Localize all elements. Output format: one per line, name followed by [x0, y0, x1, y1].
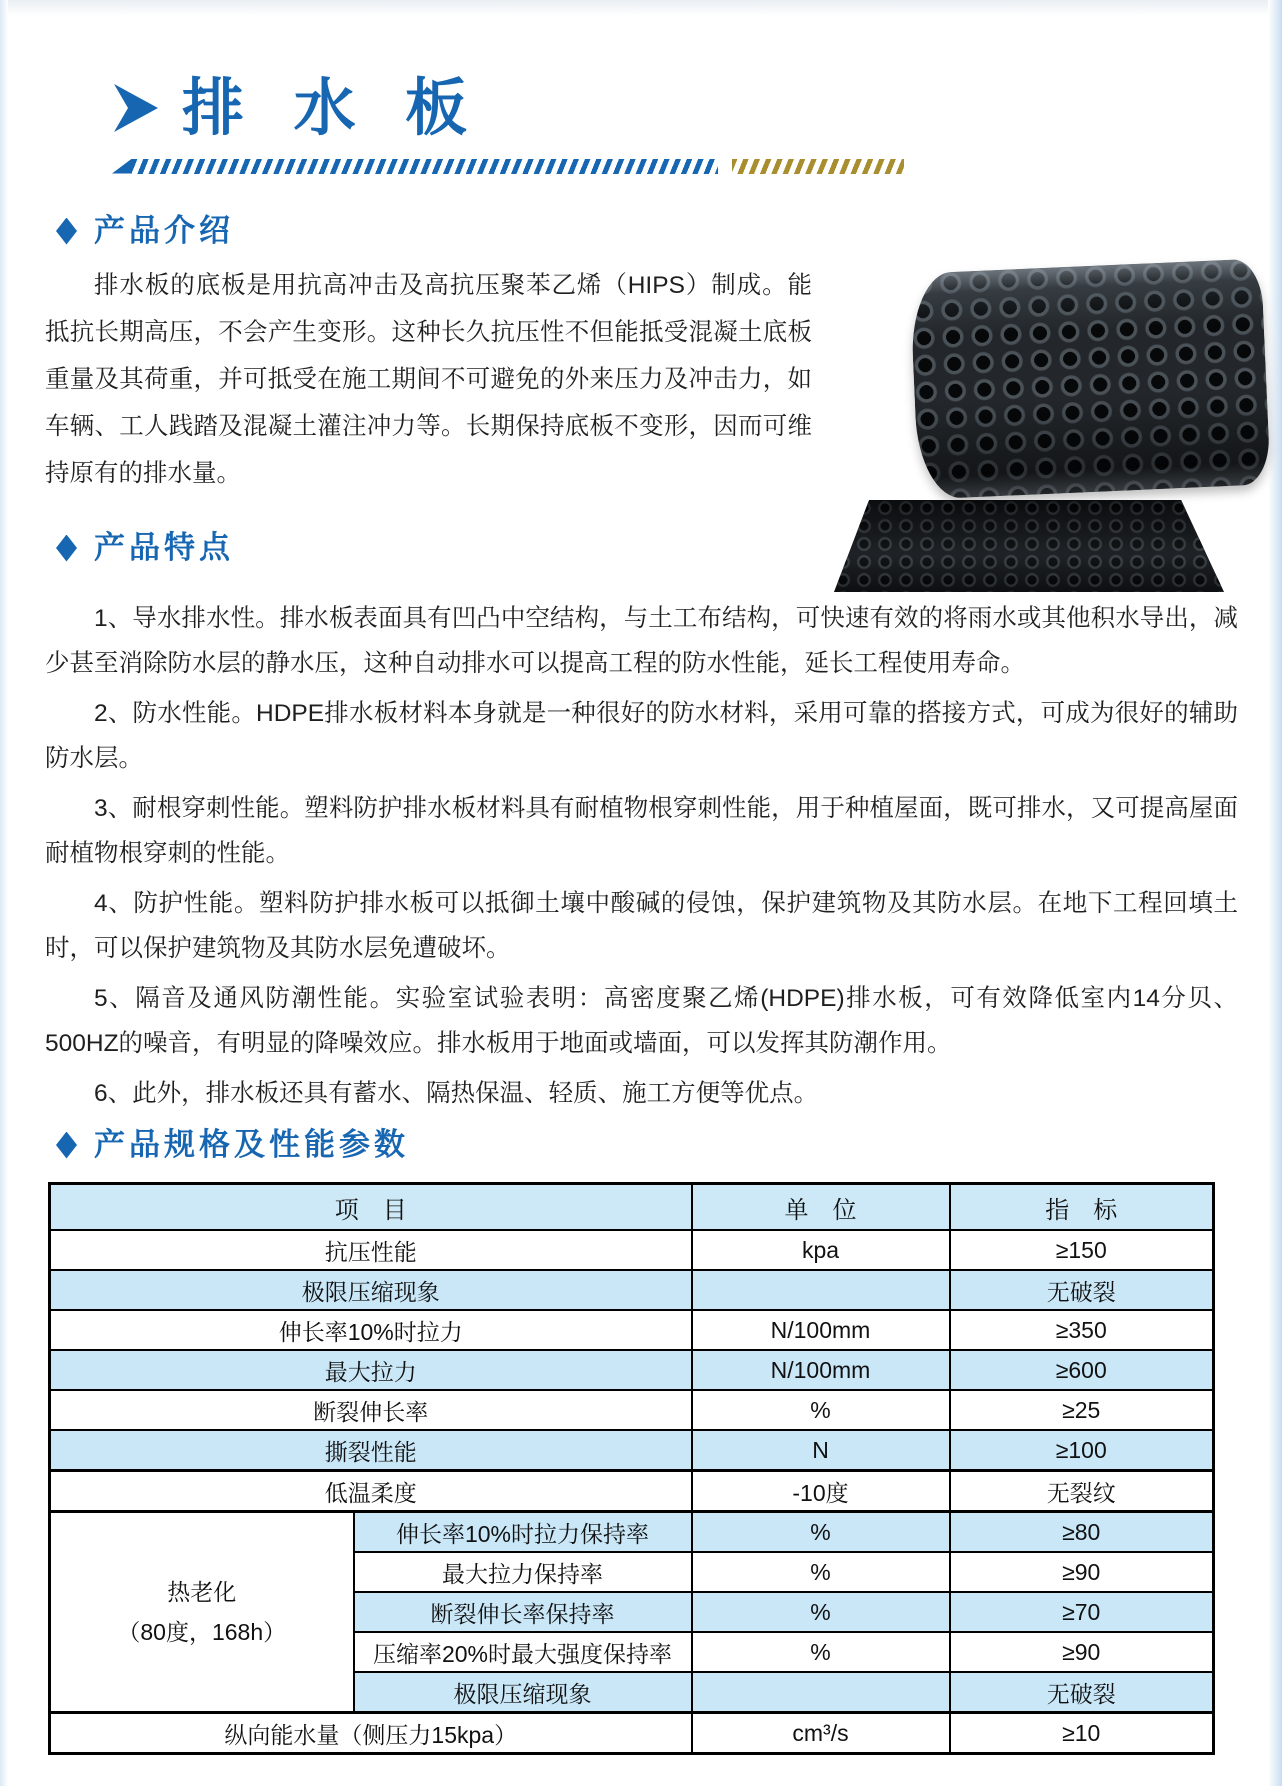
cell-item: 压缩率20%时最大强度保持率	[354, 1632, 692, 1672]
diamond-icon	[56, 1132, 77, 1159]
cell-item: 低温柔度	[50, 1471, 692, 1512]
table-row	[50, 1713, 1214, 1754]
cell-item: 最大拉力	[50, 1350, 692, 1390]
feature-item: 3、耐根穿刺性能。塑料防护排水板材料具有耐植物根穿刺性能，用于种植屋面，既可排水，又可提高屋面耐植物根穿刺的性能。	[45, 795, 1238, 867]
cell-value: 无裂纹	[950, 1471, 1214, 1512]
cell-value: ≥90	[950, 1552, 1214, 1592]
cell-item: 断裂伸长率保持率	[354, 1592, 692, 1632]
header-unit: 单 位	[692, 1184, 950, 1231]
cell-value: 无破裂	[950, 1270, 1214, 1310]
table-row	[50, 1390, 1214, 1430]
cell-value: ≥100	[950, 1430, 1214, 1471]
feature-item: 5、隔音及通风防潮性能。实验室试验表明：高密度聚乙烯(HDPE)排水板，可有效降低室内14分贝、500HZ的噪音，有明显的降噪效应。排水板用于地面或墙面，可以发挥其防潮作用。	[45, 985, 1238, 1057]
stripe-blue-hatch	[132, 159, 718, 174]
table-row	[50, 1270, 1214, 1310]
cell-value: 无破裂	[950, 1672, 1214, 1713]
cell-item: 最大拉力保持率	[354, 1552, 692, 1592]
cell-item: 抗压性能	[50, 1230, 692, 1270]
table-row	[50, 1310, 1214, 1350]
cell-unit: N/100mm	[692, 1350, 950, 1390]
cell-unit	[692, 1672, 950, 1713]
spec-table	[48, 1182, 1215, 1755]
cell-unit: %	[692, 1552, 950, 1592]
diamond-icon	[56, 218, 77, 245]
heat-aging-condition: （80度，168h）	[117, 1619, 287, 1645]
cell-item: 极限压缩现象	[354, 1672, 692, 1713]
cell-item: 伸长率10%时拉力	[50, 1310, 692, 1350]
cell-value: ≥25	[950, 1390, 1214, 1430]
cell-unit: %	[692, 1512, 950, 1553]
decorative-stripe	[112, 158, 1282, 174]
page-edge-top	[0, 0, 1282, 16]
cell-unit	[692, 1270, 950, 1310]
cell-value: ≥150	[950, 1230, 1214, 1270]
cell-item: 伸长率10%时拉力保持率	[354, 1512, 692, 1553]
cell-unit: -10度	[692, 1471, 950, 1512]
feature-item: 2、防水性能。HDPE排水板材料本身就是一种很好的防水材料，采用可靠的搭接方式，可成为很好的辅助防水层。	[45, 700, 1238, 772]
stripe-triangle-icon	[112, 159, 132, 174]
cell-item: 断裂伸长率	[50, 1390, 692, 1430]
section-heading-features	[56, 525, 812, 571]
table-row	[50, 1471, 1214, 1512]
cell-value: ≥90	[950, 1632, 1214, 1672]
header-item: 项 目	[50, 1184, 692, 1231]
cell-unit: %	[692, 1390, 950, 1430]
table-header-row	[50, 1184, 1214, 1231]
stripe-gold-hatch	[732, 159, 904, 174]
product-photo	[812, 262, 1270, 592]
section-heading-intro	[56, 208, 1282, 254]
header-index: 指 标	[950, 1184, 1214, 1231]
cell-unit: cm³/s	[692, 1713, 950, 1754]
cell-item: 极限压缩现象	[50, 1270, 692, 1310]
page-edge-left	[0, 0, 8, 1786]
cell-item: 纵向能水量（侧压力15kpa）	[50, 1713, 692, 1754]
page-edge-right	[1268, 0, 1282, 1786]
features-heading: 产品特点	[94, 530, 234, 565]
title-row	[112, 64, 1282, 152]
feature-item: 6、此外，排水板还具有蓄水、隔热保温、轻质、施工方便等优点。	[94, 1080, 819, 1107]
section-heading-specs	[56, 1122, 1282, 1168]
drainboard-sheet	[834, 500, 1224, 592]
feature-item: 4、防护性能。塑料防护排水板可以抵御土壤中酸碱的侵蚀，保护建筑物及其防水层。在地下工程回填土时，可以保护建筑物及其防水层免遭破坏。	[45, 890, 1238, 962]
intro-paragraph: 排水板的底板是用抗高冲击及高抗压聚苯乙烯（HIPS）制成。能抵抗长期高压，不会产生变形。这种长久抗压性不但能抵受混凝土底板重量及其荷重，并可抵受在施工期间不可避免的外来压力及冲击力，如车辆、工人践踏及混凝土灌注冲力等。长期保持底板不变形，因而可维持原有的排水量。	[45, 272, 812, 487]
heat-aging-label-cell	[50, 1512, 354, 1713]
table-row	[50, 1512, 1214, 1553]
cell-unit: kpa	[692, 1230, 950, 1270]
cell-unit: %	[692, 1592, 950, 1632]
table-row	[50, 1430, 1214, 1471]
cell-unit: N/100mm	[692, 1310, 950, 1350]
cell-item: 撕裂性能	[50, 1430, 692, 1471]
page-title: 排 水 板	[182, 71, 482, 144]
cell-unit: N	[692, 1430, 950, 1471]
features-list	[45, 596, 1238, 1116]
cell-value: ≥70	[950, 1592, 1214, 1632]
table-row	[50, 1350, 1214, 1390]
feature-item: 1、导水排水性。排水板表面具有凹凸中空结构，与土工布结构，可快速有效的将雨水或其他积水导出，减少甚至消除防水层的静水压，这种自动排水可以提高工程的防水性能，延长工程使用寿命。	[45, 605, 1238, 677]
cell-unit: %	[692, 1632, 950, 1672]
cell-value: ≥80	[950, 1512, 1214, 1553]
table-row	[50, 1230, 1214, 1270]
specs-heading: 产品规格及性能参数	[94, 1127, 409, 1162]
drainboard-roll	[909, 258, 1271, 499]
intro-heading: 产品介绍	[94, 213, 234, 248]
heat-aging-label: 热老化	[167, 1579, 237, 1605]
diamond-icon	[56, 535, 77, 562]
cell-value: ≥10	[950, 1713, 1214, 1754]
arrow-right-icon	[112, 82, 160, 134]
intro-body	[45, 262, 1270, 497]
cell-value: ≥600	[950, 1350, 1214, 1390]
cell-value: ≥350	[950, 1310, 1214, 1350]
